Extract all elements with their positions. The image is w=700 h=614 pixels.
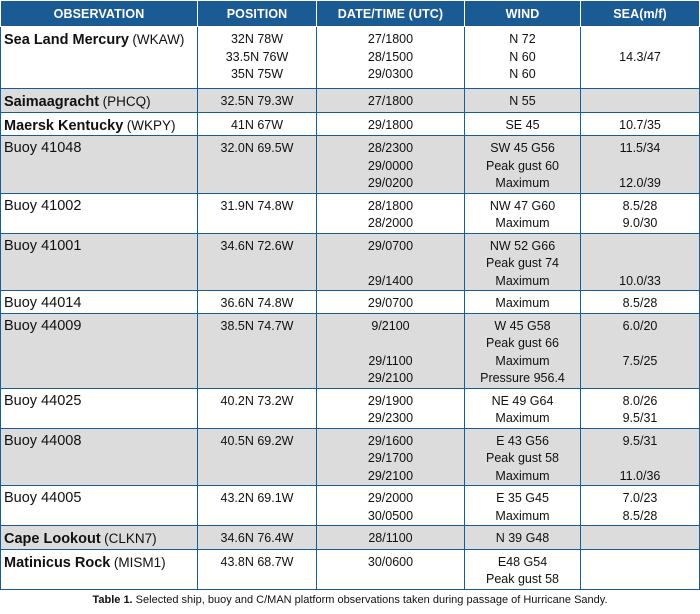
cell-date-time: [317, 136, 465, 194]
cell-observation: [1, 193, 198, 233]
date-time-value: 29/2100: [367, 371, 414, 385]
cell-observation: [1, 233, 198, 291]
header-position: POSITION: [198, 1, 317, 27]
cell-observation: [1, 27, 198, 89]
cell-wind: [465, 27, 581, 89]
date-time-value: 28/2000: [367, 216, 414, 230]
position-value: [201, 158, 313, 176]
date-time-value: 29/0000: [367, 158, 414, 173]
cell-date-time: [317, 313, 465, 388]
cell-wind: [465, 313, 581, 388]
cell-date-time: [317, 549, 465, 589]
wind-value: N 60: [509, 67, 536, 81]
date-time-value: 29/1600: [367, 433, 414, 448]
cell-position: [198, 388, 317, 428]
date-time-value: 29/0700: [367, 238, 414, 253]
cell-position: [198, 549, 317, 589]
cell-date-time: [317, 112, 465, 136]
cell-position: [198, 428, 317, 486]
cell-position: [198, 233, 317, 291]
station-name: Saimaagracht: [4, 94, 100, 110]
station-name: Buoy 41002: [4, 197, 82, 214]
station-name: Maersk Kentucky: [4, 117, 124, 134]
station-callsign: (PHCQ): [102, 94, 151, 109]
date-time-value: 29/0200: [367, 176, 414, 190]
sea-value: 8.5/28: [622, 508, 658, 523]
cell-position: [198, 136, 317, 194]
position-value: 41N 67W: [230, 117, 284, 132]
cell-sea: [581, 233, 700, 291]
sea-value: 9.0/30: [622, 216, 658, 230]
date-time-value: [320, 335, 461, 353]
cell-sea: [581, 313, 700, 388]
cell-wind: [465, 89, 581, 113]
cell-position: [198, 27, 317, 89]
header-row: [1, 1, 700, 27]
cell-observation: [1, 313, 198, 388]
date-time-value: 29/0700: [367, 296, 414, 310]
position-value: [201, 450, 313, 468]
sea-value: [584, 93, 696, 111]
cell-date-time: [317, 526, 465, 550]
station-callsign: (MISM1): [113, 554, 166, 570]
cell-wind: [465, 112, 581, 136]
position-value: [201, 571, 313, 589]
date-time-value: [320, 571, 461, 589]
header-wind: WIND: [465, 1, 581, 27]
wind-value: Peak gust 74: [486, 256, 559, 270]
cell-date-time: [317, 27, 465, 89]
sea-value: 11.5/34: [619, 141, 661, 155]
position-value: [201, 255, 313, 273]
cell-position: [198, 112, 317, 136]
cell-sea: [581, 428, 700, 486]
header-observation: OBSERVATION: [1, 1, 198, 27]
cell-wind: [465, 388, 581, 428]
header-date-time: DATE/TIME (UTC): [317, 1, 465, 27]
sea-value: 8.5/28: [622, 296, 658, 310]
wind-value: NE 49 G64: [491, 393, 554, 408]
date-time-value: 28/1500: [367, 49, 414, 64]
cell-sea: [581, 526, 700, 550]
wind-value: Maximum: [495, 296, 550, 310]
wind-value: Maximum: [495, 216, 550, 230]
wind-value: N 55: [509, 94, 536, 108]
date-time-value: 29/2300: [367, 411, 414, 425]
date-time-value: [320, 255, 461, 273]
wind-value: NW 52 G66: [489, 238, 556, 253]
cell-sea: [581, 388, 700, 428]
sea-value: 11.0/36: [619, 468, 661, 483]
position-value: [201, 175, 313, 193]
table-row: [1, 313, 700, 388]
position-value: [201, 335, 313, 353]
cell-sea: [581, 89, 700, 113]
station-name: Cape Lookout: [4, 531, 101, 547]
position-value: 40.2N 73.2W: [220, 393, 294, 408]
wind-value: NW 47 G60: [489, 198, 556, 213]
wind-value: Maximum: [495, 468, 550, 483]
position-value: 32N 78W: [230, 32, 284, 46]
wind-value: SE 45: [505, 117, 540, 132]
cell-sea: [581, 136, 700, 194]
table-row: [1, 112, 700, 136]
position-value: [201, 468, 313, 486]
sea-value: 14.3/47: [619, 49, 661, 64]
position-value: [201, 215, 313, 233]
date-time-value: 9/2100: [371, 318, 410, 333]
position-value: 36.6N 74.8W: [220, 296, 294, 310]
sea-value: [584, 31, 696, 49]
date-time-value: 29/1900: [367, 393, 414, 408]
wind-value: Pressure 956.4: [480, 371, 565, 385]
table-row: [1, 89, 700, 113]
table-caption: [0, 594, 700, 606]
sea-value: [584, 66, 696, 84]
cell-wind: [465, 428, 581, 486]
position-value: 43.2N 69.1W: [220, 491, 294, 505]
sea-value: 9.5/31: [622, 411, 658, 425]
cell-position: [198, 313, 317, 388]
station-name: Buoy 44014: [4, 295, 82, 311]
table-row: [1, 428, 700, 486]
position-value: 43.8N 68.7W: [220, 554, 294, 569]
cell-date-time: [317, 388, 465, 428]
cell-position: [198, 193, 317, 233]
date-time-value: 30/0500: [367, 508, 414, 523]
station-name: Sea Land Mercury: [4, 32, 129, 48]
sea-value: [584, 450, 696, 468]
cell-date-time: [317, 486, 465, 526]
table-row: [1, 233, 700, 291]
table-row: [1, 193, 700, 233]
position-value: [201, 508, 313, 526]
sea-value: 7.5/25: [622, 353, 658, 368]
sea-value: [584, 571, 696, 589]
station-name: Buoy 41001: [4, 237, 82, 254]
cell-observation: [1, 526, 198, 550]
station-name: Buoy 41048: [4, 140, 82, 156]
sea-value: 8.5/28: [622, 198, 658, 213]
sea-value: [584, 370, 696, 388]
cell-wind: [465, 136, 581, 194]
cell-position: [198, 526, 317, 550]
caption-text: Selected ship, buoy and C/MAN platform observations taken during passage of Hurricane Sandy.: [132, 594, 608, 606]
wind-value: N 39 G48: [495, 531, 550, 545]
table-row: [1, 291, 700, 314]
cell-wind: [465, 291, 581, 314]
station-name: Buoy 44009: [4, 317, 82, 334]
position-value: [201, 273, 313, 291]
wind-value: Peak gust 58: [486, 572, 559, 586]
table-body: [1, 27, 700, 590]
wind-value: E 43 G56: [496, 433, 549, 448]
station-name: Buoy 44008: [4, 432, 82, 449]
station-name: Matinicus Rock: [4, 554, 111, 571]
position-value: 34.6N 72.6W: [220, 238, 294, 253]
position-value: 34.6N 76.4W: [220, 531, 294, 545]
position-value: 32.0N 69.5W: [220, 141, 294, 155]
cell-date-time: [317, 428, 465, 486]
date-time-value: 29/1800: [367, 117, 414, 132]
cell-wind: [465, 193, 581, 233]
date-time-value: 29/0300: [367, 67, 414, 81]
sea-value: 12.0/39: [619, 176, 661, 190]
position-value: 32.5N 79.3W: [220, 94, 294, 108]
cell-position: [198, 291, 317, 314]
wind-value: Maximum: [495, 411, 550, 425]
wind-value: Maximum: [495, 353, 550, 368]
wind-value: N 60: [509, 49, 536, 64]
position-value: [201, 410, 313, 428]
wind-value: Peak gust 58: [486, 451, 559, 465]
table-row: [1, 136, 700, 194]
date-time-value: 29/1100: [368, 353, 413, 368]
sea-value: 8.0/26: [622, 393, 658, 408]
cell-date-time: [317, 89, 465, 113]
date-time-value: 29/1700: [367, 451, 414, 465]
cell-wind: [465, 549, 581, 589]
sea-value: [584, 255, 696, 273]
cell-date-time: [317, 193, 465, 233]
cell-observation: [1, 388, 198, 428]
date-time-value: 27/1800: [367, 94, 414, 108]
wind-value: Maximum: [495, 176, 550, 190]
date-time-value: 28/1800: [367, 198, 414, 213]
sea-value: [584, 554, 696, 572]
position-value: [201, 353, 313, 371]
cell-position: [198, 486, 317, 526]
position-value: [201, 370, 313, 388]
table-row: [1, 549, 700, 589]
cell-sea: [581, 486, 700, 526]
cell-wind: [465, 526, 581, 550]
table-row: [1, 526, 700, 550]
wind-value: Peak gust 60: [486, 158, 559, 173]
wind-value: E 35 G45: [496, 491, 549, 505]
cell-sea: [581, 112, 700, 136]
cell-sea: [581, 193, 700, 233]
position-value: 38.5N 74.7W: [220, 318, 294, 333]
date-time-value: 30/0600: [367, 554, 414, 569]
cell-observation: [1, 428, 198, 486]
cell-observation: [1, 112, 198, 136]
wind-value: E48 G54: [497, 554, 548, 569]
wind-value: SW 45 G56: [490, 141, 555, 155]
sea-value: 10.7/35: [619, 117, 661, 132]
wind-value: W 45 G58: [494, 318, 551, 333]
date-time-value: 29/1400: [367, 273, 414, 288]
position-value: 40.5N 69.2W: [220, 433, 294, 448]
sea-value: [584, 158, 696, 176]
cell-date-time: [317, 233, 465, 291]
table-row: [1, 388, 700, 428]
cell-observation: [1, 486, 198, 526]
sea-value: 7.0/23: [622, 491, 658, 505]
station-callsign: (WKPY): [126, 117, 176, 133]
wind-value: Maximum: [495, 273, 550, 288]
position-value: 31.9N 74.8W: [220, 198, 294, 213]
station-callsign: (CLKN7): [104, 531, 157, 546]
date-time-value: 27/1800: [367, 32, 414, 46]
wind-value: Maximum: [495, 508, 550, 523]
cell-wind: [465, 486, 581, 526]
caption-label: Table 1.: [92, 594, 133, 606]
cell-observation: [1, 136, 198, 194]
position-value: 33.5N 76W: [225, 49, 289, 64]
cell-observation: [1, 291, 198, 314]
cell-wind: [465, 233, 581, 291]
station-callsign: (WKAW): [132, 32, 185, 47]
cell-sea: [581, 27, 700, 89]
station-name: Buoy 44005: [4, 490, 82, 506]
sea-value: 10.0/33: [619, 273, 661, 288]
cell-observation: [1, 549, 198, 589]
table-row: [1, 486, 700, 526]
cell-observation: [1, 89, 198, 113]
date-time-value: 28/2300: [367, 141, 414, 155]
cell-sea: [581, 291, 700, 314]
sea-value: [584, 238, 696, 256]
wind-value: N 72: [509, 32, 536, 46]
sea-value: [584, 335, 696, 353]
date-time-value: 28/1100: [368, 531, 413, 545]
sea-value: [584, 530, 696, 548]
header-sea: SEA(m/f): [581, 1, 700, 27]
wind-value: Peak gust 66: [486, 336, 559, 350]
date-time-value: 29/2000: [367, 491, 414, 505]
date-time-value: 29/2100: [367, 468, 414, 483]
table-row: [1, 27, 700, 89]
cell-sea: [581, 549, 700, 589]
sea-value: 6.0/20: [622, 318, 658, 333]
sea-value: 9.5/31: [622, 433, 658, 448]
cell-position: [198, 89, 317, 113]
cell-date-time: [317, 291, 465, 314]
station-name: Buoy 44025: [4, 392, 82, 409]
position-value: 35N 75W: [230, 67, 284, 81]
